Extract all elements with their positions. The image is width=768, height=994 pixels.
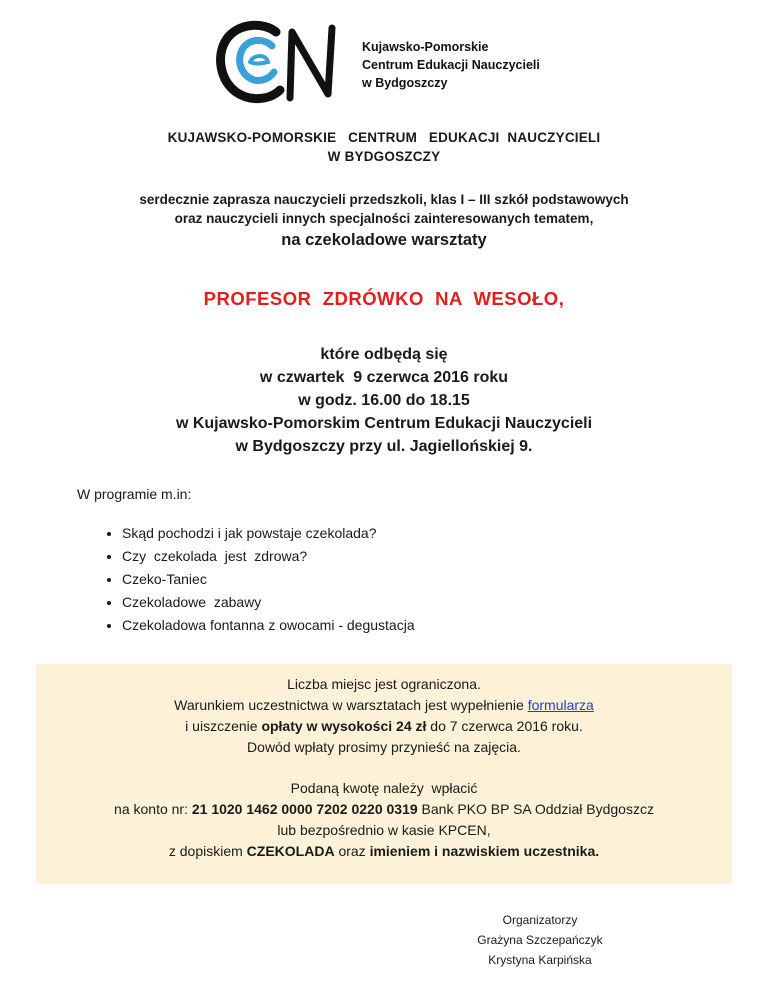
- org-heading-line: W BYDGOSZCZY: [327, 149, 441, 164]
- form-link[interactable]: formularza: [527, 697, 594, 713]
- organizer-name: Grażyna Szczepańczyk: [477, 933, 603, 947]
- info-line: [36, 716, 732, 737]
- list-item: • Czy czekolada jest zdrowa?: [122, 545, 415, 568]
- event-detail-line: które odbędą się: [320, 346, 448, 363]
- organization-heading: [0, 128, 768, 166]
- invite-line: oraz nauczycieli innych specjalności zainteresowanych tematem,: [174, 211, 594, 226]
- note-participant: imieniem i nazwiskiem uczestnika.: [369, 843, 600, 859]
- event-detail-line: w Kujawsko-Pomorskim Centrum Edukacji Nauczycieli: [175, 415, 593, 432]
- invitation: [0, 190, 768, 252]
- info-text: [36, 674, 732, 862]
- event-detail-line: w godz. 16.00 do 18.15: [298, 392, 470, 409]
- info-text-part: Warunkiem uczestnictwa w warsztatach jest wypełnienie: [174, 697, 528, 713]
- program-label: W programie m.in:: [77, 486, 192, 502]
- kpcen-logo-mark: [214, 18, 354, 108]
- logo-line: Kujawsko-Pomorskie: [362, 40, 489, 54]
- event-title: PROFESOR ZDRÓWKO NA WESOŁO,: [203, 288, 565, 309]
- invite-line: serdecznie zaprasza nauczycieli przedszkoli, klas I – III szkół podstawowych: [139, 192, 629, 207]
- info-text-part: i uiszczenie: [185, 718, 262, 734]
- list-item: • Skąd pochodzi i jak powstaje czekolada?: [122, 522, 415, 545]
- info-text-part: na konto nr:: [114, 801, 192, 817]
- kpcen-logo: [214, 18, 540, 108]
- note-keyword: CZEKOLADA: [246, 843, 335, 859]
- organizer-name: Krystyna Karpińska: [488, 953, 592, 967]
- logo-line: Centrum Edukacji Nauczycieli: [362, 58, 540, 72]
- info-line: Liczba miejsc jest ograniczona.: [287, 676, 481, 692]
- list-item: • Czekoladowe zabawy: [122, 591, 415, 614]
- account-number: 21 1020 1462 0000 7202 0220 0319: [191, 801, 418, 817]
- info-box: [36, 664, 732, 884]
- info-line: lub bezpośrednio w kasie KPCEN,: [277, 822, 491, 838]
- info-line: [36, 695, 732, 716]
- info-line: [36, 799, 732, 820]
- program-list: [100, 522, 415, 637]
- invite-workshop-line: na czekoladowe warsztaty: [281, 231, 487, 249]
- info-text-part: do 7 czerwca 2016 roku.: [426, 718, 583, 734]
- info-line: [36, 841, 732, 862]
- event-detail-line: w czwartek 9 czerwca 2016 roku: [259, 369, 509, 386]
- organizers-label: Organizatorzy: [502, 913, 578, 927]
- org-heading-line: KUJAWSKO-POMORSKIE CENTRUM EDUKACJI NAUCZYCIELI: [167, 130, 601, 145]
- fee-amount: opłaty w wysokości 24 zł: [261, 718, 427, 734]
- organizers: [420, 910, 660, 970]
- list-item: • Czeko-Taniec: [122, 568, 415, 591]
- logo-text: [362, 38, 540, 92]
- event-detail-line: w Bydgoszczy przy ul. Jagiellońskiej 9.: [235, 438, 533, 455]
- info-text-part: z dopiskiem: [168, 843, 247, 859]
- info-line: Podaną kwotę należy wpłacić: [290, 780, 478, 796]
- list-item: • Czekoladowa fontanna z owocami - degustacja: [122, 614, 415, 637]
- info-line: Dowód wpłaty prosimy przynieść na zajęcia.: [247, 739, 521, 755]
- event-details: [0, 343, 768, 458]
- info-text-part: oraz: [334, 843, 370, 859]
- info-text-part: Bank PKO BP SA Oddział Bydgoszcz: [417, 801, 654, 817]
- logo-line: w Bydgoszczy: [362, 76, 448, 90]
